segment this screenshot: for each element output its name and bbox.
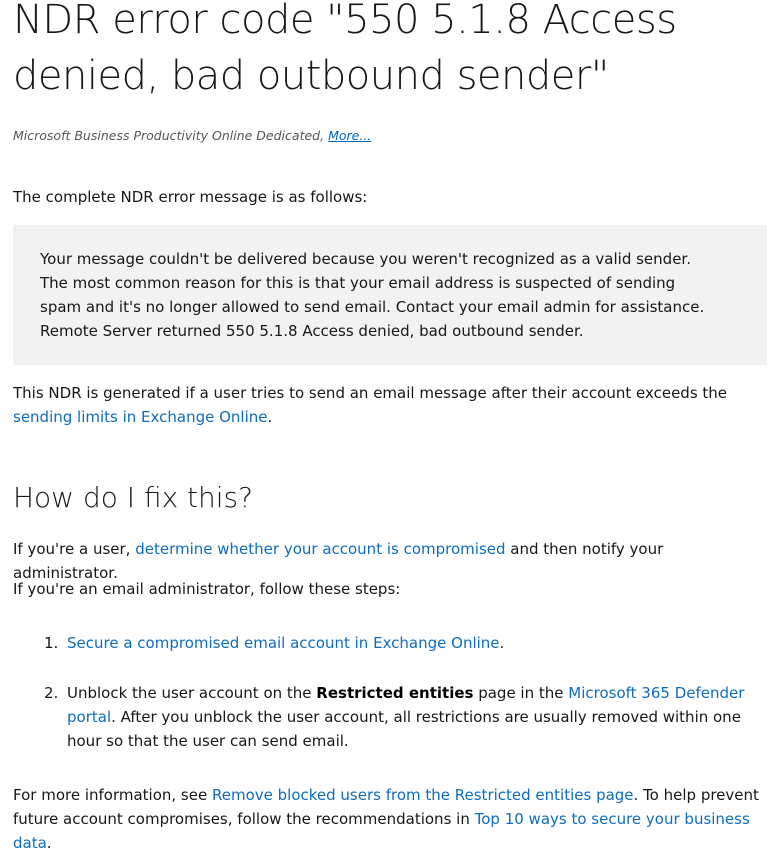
- error-message-block: Your message couldn't be delivered because you weren't recognized as a valid sender. The most common reason for this is that your email address is suspected of sending spam and it's no longer allowed to send email. Contact your email admin for assistance. Remote Server returned 550 5.1.8 Access denied, bad outbound sender.: [13, 225, 767, 365]
- ndr-text-end: .: [267, 408, 273, 426]
- account-compromised-link[interactable]: determine whether your account is compromised: [135, 540, 506, 558]
- ndr-text: This NDR is generated if a user tries to send an email message after their account exceeds the: [13, 384, 728, 402]
- more-link[interactable]: More...: [328, 128, 372, 143]
- section-heading: How do I fix this?: [13, 481, 254, 514]
- list-item-text: [67, 631, 767, 655]
- sending-limits-link[interactable]: sending limits in Exchange Online: [13, 408, 268, 426]
- step-text-end: . After you unblock the user account, all restrictions are usually removed within one hour so that the user can send email.: [67, 708, 741, 750]
- user-text: If you're a user,: [13, 540, 136, 558]
- admin-paragraph: If you're an email administrator, follow these steps:: [13, 580, 401, 598]
- list-number: 1.: [44, 634, 59, 652]
- more-info-text-mid: . To help prevent future account compromises, follow the recommendations in: [13, 786, 759, 828]
- top-10-ways-link[interactable]: Top 10 ways to secure your business data: [13, 810, 750, 852]
- list-number: 2.: [44, 684, 59, 702]
- more-info-paragraph: [13, 783, 763, 855]
- list-item-text: [67, 681, 767, 753]
- more-info-text-end: .: [46, 834, 52, 852]
- defender-portal-link[interactable]: Microsoft 365 Defender portal: [67, 684, 745, 726]
- intro-paragraph: The complete NDR error message is as follows:: [13, 188, 368, 206]
- ndr-paragraph: [13, 381, 763, 429]
- more-info-text: For more information, see: [13, 786, 212, 804]
- list-item-end: .: [499, 634, 505, 652]
- step-text: Unblock the user account on the: [67, 684, 317, 702]
- step-text-mid: page in the: [473, 684, 569, 702]
- remove-blocked-users-link[interactable]: Remove blocked users from the Restricted entities page: [211, 786, 634, 804]
- article-metadata: [13, 124, 371, 148]
- applies-to-text: Microsoft Business Productivity Online Dedicated,: [13, 128, 325, 143]
- user-text-end: and then notify your administrator.: [13, 540, 664, 582]
- secure-account-link[interactable]: Secure a compromised email account in Exchange Online: [67, 634, 500, 652]
- restricted-entities-label: Restricted entities: [316, 684, 474, 702]
- page-title: NDR error code "550 5.1.8 Access denied, bad outbound sender": [13, 0, 677, 99]
